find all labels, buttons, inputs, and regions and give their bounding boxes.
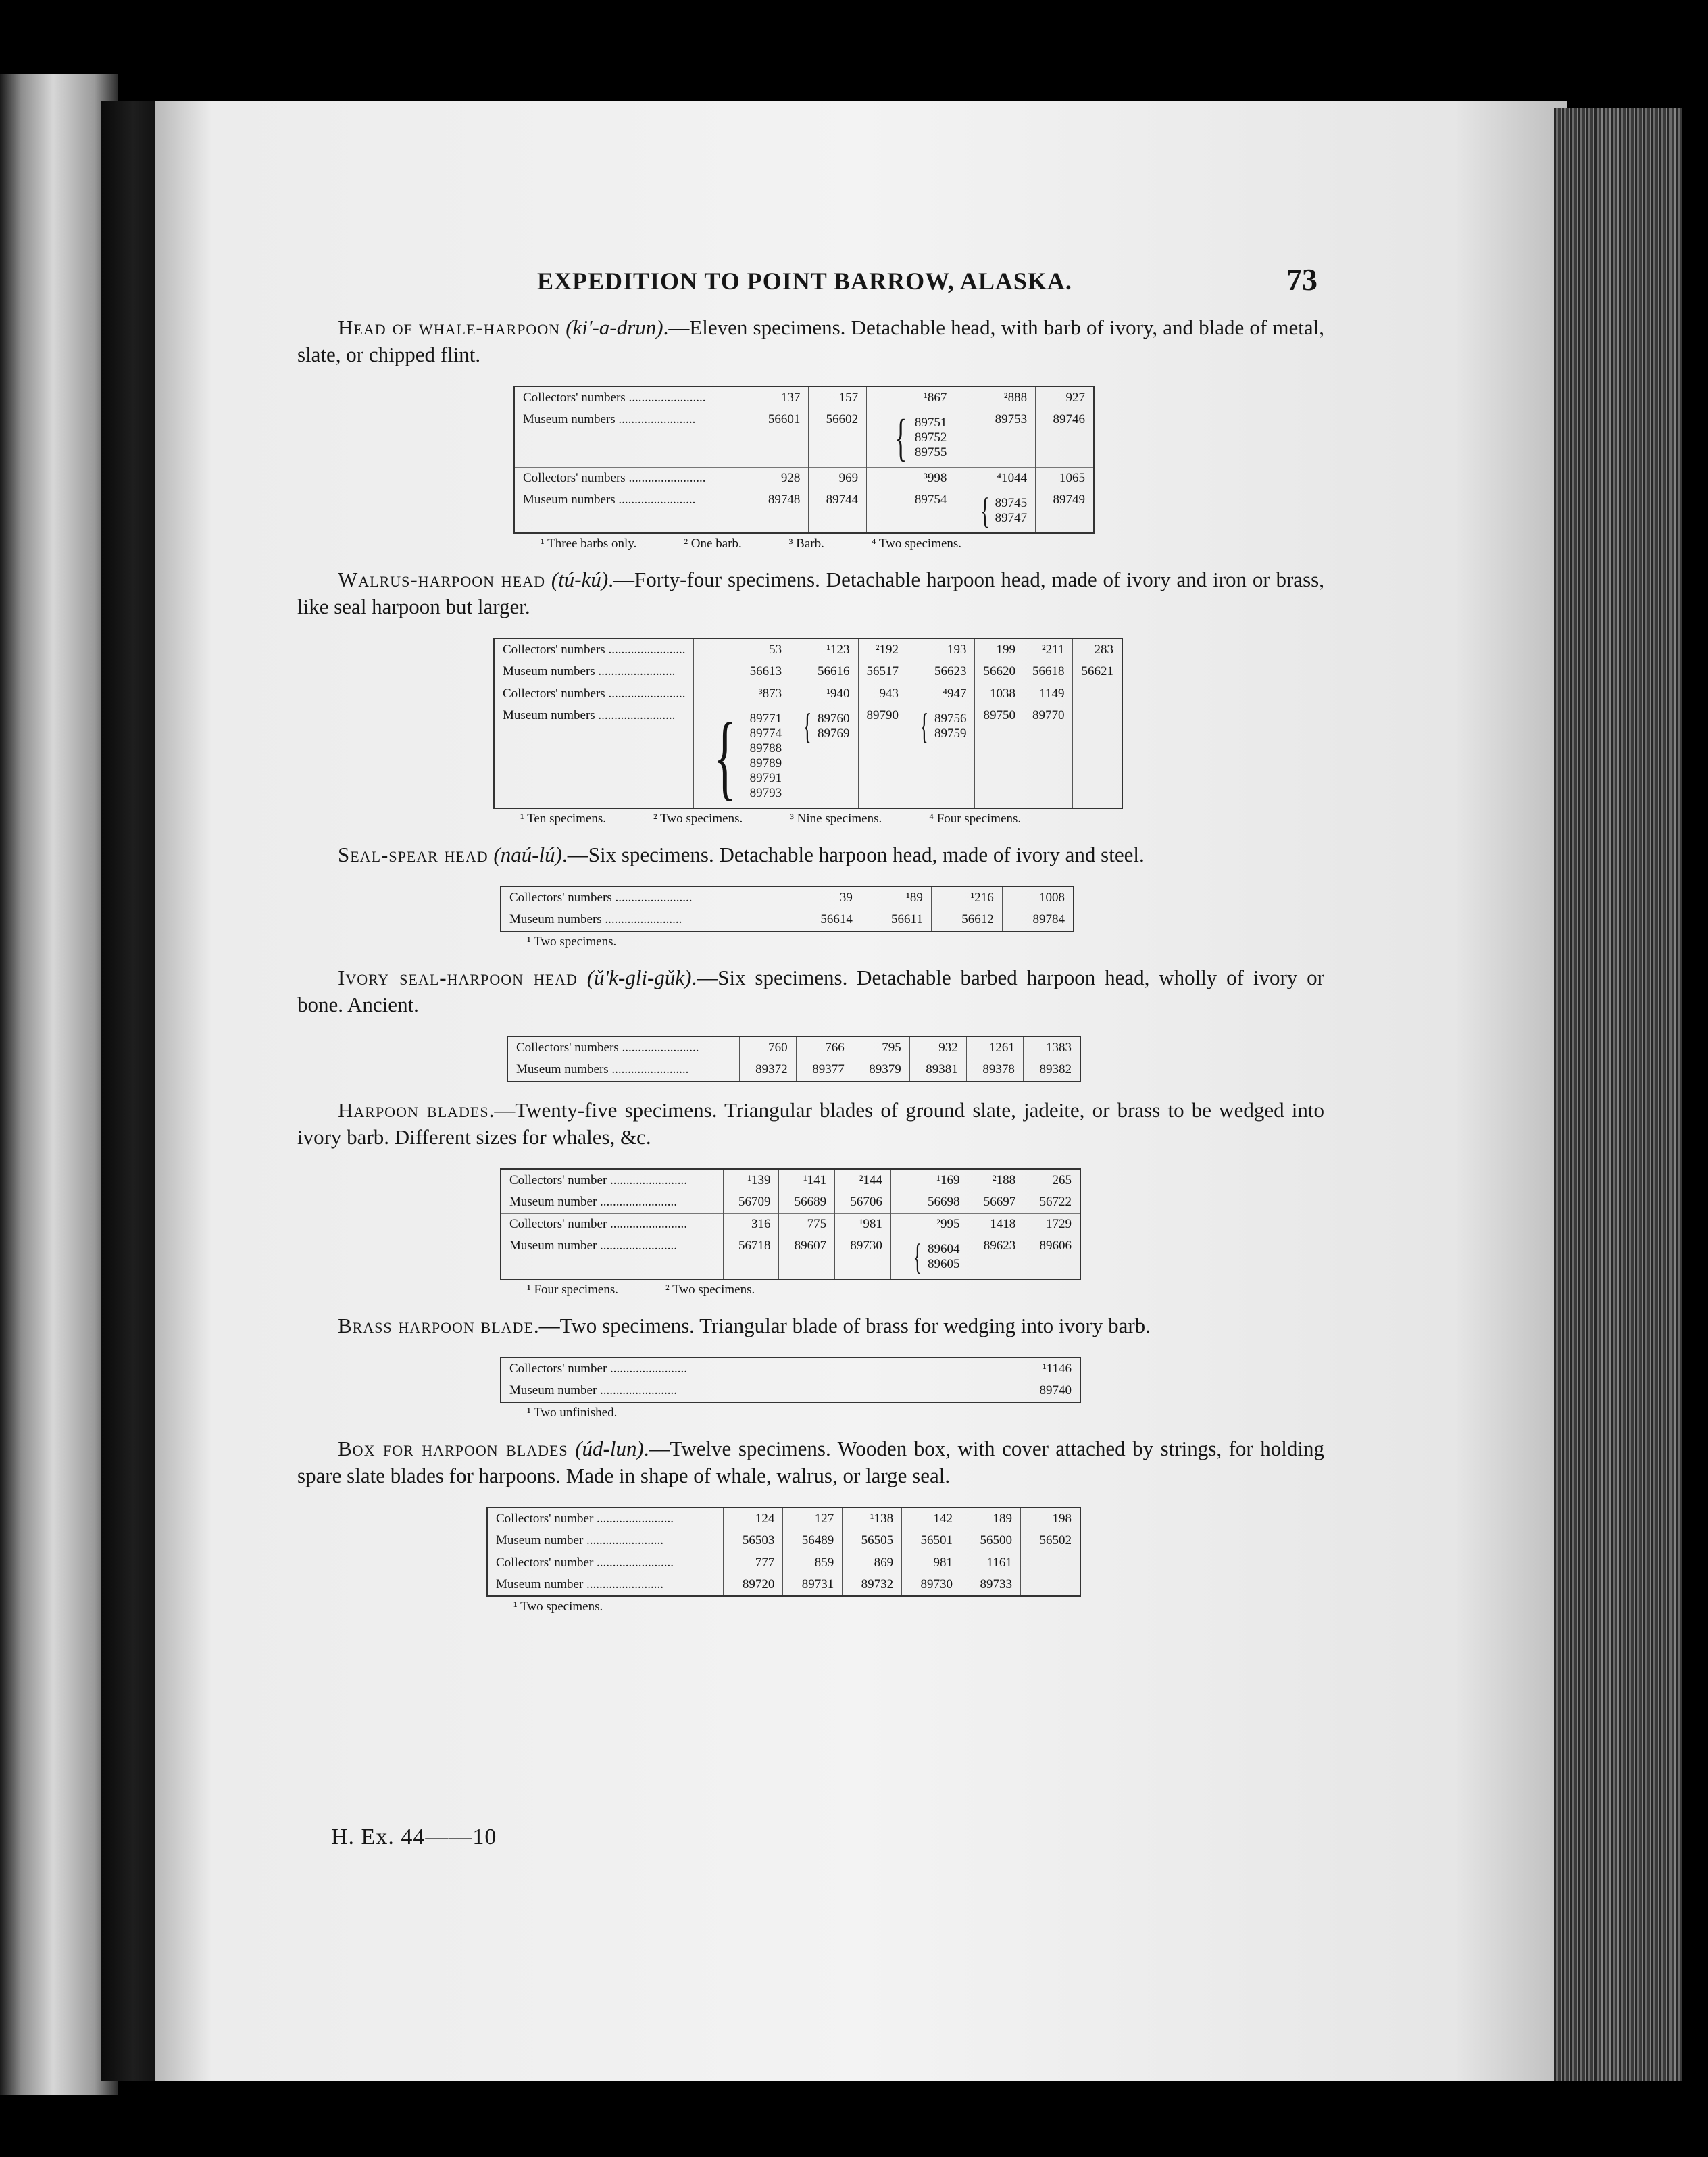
collectors-number-cell xyxy=(1020,1552,1080,1575)
collectors-number-cell: 189 xyxy=(961,1508,1021,1530)
table-footnotes xyxy=(527,935,1324,949)
museum-number: 89769 xyxy=(818,726,850,741)
museum-number-cell xyxy=(790,705,858,808)
museum-number-cell: 89754 xyxy=(867,489,955,533)
collectors-row xyxy=(494,639,1122,661)
stacked-museum-numbers xyxy=(995,496,1028,526)
collectors-number-cell: ²995 xyxy=(890,1214,968,1236)
collectors-label: Collectors' numbers ........................ xyxy=(509,891,693,905)
museum-number: 89759 xyxy=(934,726,967,741)
entry-heading: Brass harpoon blade xyxy=(338,1314,534,1337)
museum-number: 89752 xyxy=(914,430,947,445)
stacked-museum-numbers xyxy=(750,712,782,801)
collectors-number-cell: 157 xyxy=(809,387,867,409)
brace-mark: { xyxy=(980,491,990,531)
museum-number-cell: 56517 xyxy=(858,661,907,683)
collectors-number-cell: 766 xyxy=(796,1037,853,1059)
braced-group xyxy=(702,703,782,810)
collectors-number-cell: ¹89 xyxy=(861,887,931,909)
collectors-number-cell: 775 xyxy=(779,1214,835,1236)
footnote: ¹ Two specimens. xyxy=(513,1600,603,1614)
entry-description: .—Forty-four specimens. Detachable harpoon head, made of ivory and iron or brass, like seal harpoon but larger. xyxy=(297,568,1325,618)
museum-number-cell: 89732 xyxy=(843,1574,902,1596)
museum-number-cell: 89377 xyxy=(796,1059,853,1081)
collectors-label: Collectors' numbers ........................ xyxy=(516,1041,699,1055)
collectors-number-cell: 1161 xyxy=(961,1552,1021,1575)
collectors-number-cell: ²144 xyxy=(835,1169,891,1191)
museum-number-cell xyxy=(694,705,790,808)
specimen-table xyxy=(486,1507,1081,1597)
museum-label: Museum numbers ........................ xyxy=(523,493,696,507)
footnote: ⁴ Four specimens. xyxy=(929,812,1022,826)
native-term: (úd-lun) xyxy=(575,1437,644,1460)
museum-number: 89791 xyxy=(749,771,782,785)
museum-number-cell: 56620 xyxy=(975,661,1024,683)
museum-number-cell xyxy=(1020,1574,1080,1596)
museum-row xyxy=(501,1380,1080,1402)
footnote: ³ Barb. xyxy=(788,537,824,551)
collectors-number-cell: ¹138 xyxy=(843,1508,902,1530)
museum-number-cell: 56503 xyxy=(724,1530,783,1552)
footnote: ² One barb. xyxy=(684,537,742,551)
entry-paragraph xyxy=(297,964,1324,1018)
museum-label: Museum numbers ........................ xyxy=(503,708,676,722)
braced-group xyxy=(799,708,849,745)
museum-row xyxy=(501,1191,1080,1214)
museum-number-cell: 89744 xyxy=(809,489,867,533)
entry-heading: Harpoon blades xyxy=(338,1098,489,1122)
brace-mark: { xyxy=(895,410,907,466)
signature-footer: H. Ex. 44——10 xyxy=(331,1825,497,1850)
native-term: (ki'-a-drun) xyxy=(566,316,663,339)
museum-number: 89793 xyxy=(749,786,782,800)
museum-row xyxy=(501,909,1074,931)
museum-number-cell: 89753 xyxy=(955,409,1036,468)
collectors-label: Collectors' number ........................ xyxy=(501,1214,723,1236)
collectors-number-cell: ¹867 xyxy=(867,387,955,409)
museum-number-cell: 56722 xyxy=(1024,1191,1080,1214)
native-term: (ǔ'k-gli-gǔk) xyxy=(586,966,692,989)
museum-label: Museum numbers ........................ xyxy=(516,1062,689,1076)
museum-number-cell: 56718 xyxy=(723,1235,779,1279)
museum-number-cell: 89748 xyxy=(751,489,809,533)
entry-description: .—Two specimens. Triangular blade of brass for wedging into ivory barb. xyxy=(533,1314,1151,1337)
collectors-number-cell: 760 xyxy=(739,1037,796,1059)
museum-row xyxy=(507,1059,1080,1081)
museum-number-cell: 89750 xyxy=(975,705,1024,808)
collectors-number-cell: 1008 xyxy=(1002,887,1074,909)
facing-page-edge xyxy=(0,74,118,2095)
footnote: ¹ Two specimens. xyxy=(527,935,617,949)
collectors-number-cell: ⁴1044 xyxy=(955,468,1036,490)
museum-number-cell: 89382 xyxy=(1023,1059,1080,1081)
brace-mark: { xyxy=(713,703,737,810)
collectors-number-cell: 137 xyxy=(751,387,809,409)
table-footnotes xyxy=(520,812,1324,826)
collectors-number-cell: 1418 xyxy=(968,1214,1024,1236)
collectors-label: Collectors' numbers ........................ xyxy=(494,683,694,705)
collectors-label: Collectors' number ........................ xyxy=(509,1173,688,1187)
museum-number-cell: 89381 xyxy=(909,1059,966,1081)
collectors-number-cell: 795 xyxy=(853,1037,909,1059)
collectors-number-cell: ²888 xyxy=(955,387,1036,409)
collectors-row xyxy=(514,387,1094,409)
footnote: ¹ Three barbs only. xyxy=(541,537,637,551)
collectors-number-cell: 127 xyxy=(783,1508,843,1530)
collectors-number-cell: ²188 xyxy=(968,1169,1024,1191)
museum-number: 89605 xyxy=(927,1257,960,1271)
museum-label: Museum numbers ........................ xyxy=(523,412,696,426)
collectors-number-cell: 198 xyxy=(1020,1508,1080,1530)
museum-number-cell: 56623 xyxy=(907,661,975,683)
museum-number-cell: 56613 xyxy=(694,661,790,683)
museum-number-cell: 56489 xyxy=(783,1530,843,1552)
museum-number-cell: 56500 xyxy=(961,1530,1021,1552)
collectors-number-cell: 1065 xyxy=(1036,468,1094,490)
museum-number: 89745 xyxy=(995,496,1028,510)
collectors-row xyxy=(507,1037,1080,1059)
collectors-number-cell: ¹141 xyxy=(779,1169,835,1191)
table-footnotes xyxy=(541,537,1324,551)
brace-mark: { xyxy=(913,1237,922,1277)
specimen-table xyxy=(493,638,1123,809)
museum-label: Museum number ........................ xyxy=(496,1577,664,1591)
collectors-number-cell: 981 xyxy=(902,1552,961,1575)
museum-label: Museum number ........................ xyxy=(509,1239,678,1253)
entry-heading: Box for harpoon blades xyxy=(338,1437,568,1460)
entry-description: .—Six specimens. Detachable harpoon head, made of ivory and steel. xyxy=(562,843,1145,866)
collectors-number-cell: ³873 xyxy=(694,683,790,705)
museum-label: Museum numbers ........................ xyxy=(509,912,682,926)
entry-paragraph xyxy=(297,1312,1324,1339)
entries xyxy=(297,314,1324,1614)
museum-number-cell: 56611 xyxy=(861,909,931,931)
museum-number-cell: 56602 xyxy=(809,409,867,468)
museum-number-cell: 56697 xyxy=(968,1191,1024,1214)
museum-number-cell: 89731 xyxy=(783,1574,843,1596)
footnote: ⁴ Two specimens. xyxy=(871,537,962,551)
museum-number-cell: 89720 xyxy=(724,1574,783,1596)
museum-label: Museum number ........................ xyxy=(496,1533,664,1547)
footnote: ² Two specimens. xyxy=(653,812,743,826)
page-number: 73 xyxy=(1286,262,1317,297)
collectors-number-cell: 124 xyxy=(724,1508,783,1530)
museum-row xyxy=(494,705,1122,808)
museum-number-cell: 56612 xyxy=(931,909,1002,931)
footnote: ¹ Four specimens. xyxy=(527,1283,618,1297)
museum-number: 89774 xyxy=(749,726,782,741)
table-footnotes xyxy=(527,1406,1324,1420)
page-stack-edge xyxy=(1554,108,1682,2081)
braced-group xyxy=(899,1239,960,1275)
collectors-number-cell: ⁴947 xyxy=(907,683,975,705)
museum-number-cell: 56689 xyxy=(779,1191,835,1214)
museum-number-cell: 56698 xyxy=(890,1191,968,1214)
collectors-number-cell xyxy=(1073,683,1122,705)
braced-group xyxy=(963,493,1027,529)
collectors-number-cell: 283 xyxy=(1073,639,1122,661)
entry-paragraph xyxy=(297,841,1324,868)
museum-number-cell: 56501 xyxy=(902,1530,961,1552)
collectors-number-cell: ¹123 xyxy=(790,639,858,661)
museum-number-cell: 89730 xyxy=(835,1235,891,1279)
specimen-table xyxy=(507,1036,1081,1082)
stacked-museum-numbers xyxy=(818,712,850,741)
collectors-number-cell: 193 xyxy=(907,639,975,661)
stacked-museum-numbers xyxy=(934,712,967,741)
collectors-number-cell: 932 xyxy=(909,1037,966,1059)
museum-number-cell: 89740 xyxy=(963,1380,1080,1402)
museum-number-cell: 56502 xyxy=(1020,1530,1080,1552)
museum-number-cell: 89733 xyxy=(961,1574,1021,1596)
museum-number-cell xyxy=(955,489,1036,533)
museum-number-cell: 56618 xyxy=(1024,661,1073,683)
specimen-table xyxy=(500,1168,1081,1280)
stacked-museum-numbers xyxy=(928,1242,960,1272)
collectors-number-cell: 142 xyxy=(902,1508,961,1530)
collectors-number-cell: ¹169 xyxy=(890,1169,968,1191)
collectors-number-cell: 943 xyxy=(858,683,907,705)
collectors-number-cell: 777 xyxy=(724,1552,783,1575)
entry-heading: Ivory seal-harpoon head xyxy=(338,966,578,989)
museum-number-cell: 89607 xyxy=(779,1235,835,1279)
collectors-row xyxy=(501,887,1074,909)
museum-row xyxy=(494,661,1122,683)
collectors-number-cell: ¹139 xyxy=(723,1169,779,1191)
collectors-row xyxy=(501,1169,1080,1191)
museum-number-cell: 56709 xyxy=(723,1191,779,1214)
museum-row xyxy=(514,409,1094,468)
collectors-number-cell: 1038 xyxy=(975,683,1024,705)
entry-heading: Seal-spear head xyxy=(338,843,488,866)
museum-row xyxy=(514,489,1094,533)
museum-row xyxy=(501,1235,1080,1279)
collectors-number-cell: ²192 xyxy=(858,639,907,661)
museum-number: 89747 xyxy=(995,511,1028,525)
native-term: (tú-kú) xyxy=(551,568,609,591)
collectors-number-cell: ¹940 xyxy=(790,683,858,705)
brace-mark: { xyxy=(803,706,812,747)
collectors-number-cell: 1729 xyxy=(1024,1214,1080,1236)
collectors-number-cell: 1261 xyxy=(966,1037,1023,1059)
entry-description: .—Eleven specimens. Detachable head, with barb of ivory, and blade of metal, slate, or chipped flint. xyxy=(297,316,1325,366)
museum-number-cell xyxy=(1073,705,1122,808)
collectors-row xyxy=(494,683,1122,705)
museum-label: Museum numbers ........................ xyxy=(503,664,676,678)
museum-number: 89604 xyxy=(927,1242,960,1256)
entry-heading: Head of whale-harpoon xyxy=(338,316,561,339)
specimen-table xyxy=(513,386,1095,534)
collectors-number-cell: 859 xyxy=(783,1552,843,1575)
collectors-label: Collectors' number ........................ xyxy=(487,1552,724,1575)
collectors-label: Collectors' numbers ........................ xyxy=(514,468,751,490)
footnote: ¹ Two unfinished. xyxy=(527,1406,618,1420)
museum-number-cell: 56505 xyxy=(843,1530,902,1552)
museum-number: 89771 xyxy=(749,712,782,726)
table-footnotes xyxy=(527,1283,1324,1297)
museum-number-cell: 56601 xyxy=(751,409,809,468)
museum-number-cell: 89623 xyxy=(968,1235,1024,1279)
museum-number-cell xyxy=(867,409,955,468)
braced-group xyxy=(915,708,966,745)
collectors-number-cell: 316 xyxy=(723,1214,779,1236)
footnote: ² Two specimens. xyxy=(665,1283,755,1297)
running-head-title: EXPEDITION TO POINT BARROW, ALASKA. xyxy=(537,268,1072,295)
collectors-label: Collectors' number ........................ xyxy=(496,1512,674,1526)
entry-heading: Walrus-harpoon head xyxy=(338,568,546,591)
entry-paragraph xyxy=(297,1435,1324,1489)
museum-number-cell: 56706 xyxy=(835,1191,891,1214)
specimen-table xyxy=(500,886,1074,932)
collectors-number-cell: 1383 xyxy=(1023,1037,1080,1059)
museum-number-cell: 56621 xyxy=(1073,661,1122,683)
collectors-label: Collectors' numbers ........................ xyxy=(523,391,706,405)
collectors-number-cell: 39 xyxy=(790,887,861,909)
museum-number-cell xyxy=(890,1235,968,1279)
collectors-number-cell: ¹981 xyxy=(835,1214,891,1236)
museum-number-cell: 89730 xyxy=(902,1574,961,1596)
museum-number: 89751 xyxy=(914,416,947,430)
table-footnotes xyxy=(513,1600,1324,1614)
collectors-number-cell: ¹1146 xyxy=(963,1358,1080,1380)
collectors-number-cell: 927 xyxy=(1036,387,1094,409)
museum-number: 89760 xyxy=(818,712,850,726)
museum-label: Museum number ........................ xyxy=(509,1195,678,1209)
collectors-number-cell: 199 xyxy=(975,639,1024,661)
museum-number-cell: 56616 xyxy=(790,661,858,683)
running-head xyxy=(297,260,1324,307)
museum-number-cell: 89790 xyxy=(858,705,907,808)
entry-paragraph xyxy=(297,566,1324,620)
footnote: ¹ Ten specimens. xyxy=(520,812,606,826)
entry-paragraph xyxy=(297,314,1324,368)
collectors-number-cell: 53 xyxy=(694,639,790,661)
entry-description: .—Twelve specimens. Wooden box, with cover attached by strings, for holding spare slate blades for harpoons. Made in shape of whale, walrus, or large seal. xyxy=(297,1437,1324,1487)
entry-paragraph xyxy=(297,1097,1324,1151)
museum-number-cell: 89749 xyxy=(1036,489,1094,533)
braced-group xyxy=(875,412,947,464)
museum-number-cell: 89746 xyxy=(1036,409,1094,468)
footnote: ³ Nine specimens. xyxy=(790,812,882,826)
museum-label: Museum number ........................ xyxy=(509,1383,678,1397)
brace-mark: { xyxy=(920,706,929,747)
museum-number: 89756 xyxy=(934,712,967,726)
collectors-number-cell: ¹216 xyxy=(931,887,1002,909)
museum-number: 89788 xyxy=(749,741,782,755)
museum-number-cell: 56614 xyxy=(790,909,861,931)
collectors-number-cell: 265 xyxy=(1024,1169,1080,1191)
entry-description: .—Six specimens. Detachable barbed harpoon head, wholly of ivory or bone. Ancient. xyxy=(297,966,1324,1016)
collectors-number-cell: ²211 xyxy=(1024,639,1073,661)
stacked-museum-numbers xyxy=(915,416,947,460)
museum-number-cell: 89606 xyxy=(1024,1235,1080,1279)
entry-description: .—Twenty-five specimens. Triangular blades of ground slate, jadeite, or brass to be wedged into ivory barb. Different sizes for whales, &c. xyxy=(297,1098,1324,1149)
collectors-row xyxy=(501,1358,1080,1380)
page-content xyxy=(297,260,1324,1629)
collectors-number-cell: ³998 xyxy=(867,468,955,490)
collectors-row xyxy=(487,1508,1080,1530)
museum-number-cell: 89784 xyxy=(1002,909,1074,931)
collectors-row xyxy=(501,1214,1080,1236)
collectors-number-cell: 969 xyxy=(809,468,867,490)
museum-number-cell: 89770 xyxy=(1024,705,1073,808)
museum-row xyxy=(487,1574,1080,1596)
native-term: (naú-lú) xyxy=(493,843,562,866)
museum-number: 89789 xyxy=(749,756,782,770)
museum-number: 89755 xyxy=(914,445,947,460)
museum-number-cell xyxy=(907,705,975,808)
collectors-row xyxy=(514,468,1094,490)
collectors-number-cell: 928 xyxy=(751,468,809,490)
collectors-label: Collectors' numbers ........................ xyxy=(503,643,686,657)
museum-number-cell: 89378 xyxy=(966,1059,1023,1081)
museum-number-cell: 89379 xyxy=(853,1059,909,1081)
collectors-number-cell: 1149 xyxy=(1024,683,1073,705)
collectors-number-cell: 869 xyxy=(843,1552,902,1575)
museum-number-cell: 89372 xyxy=(739,1059,796,1081)
collectors-row xyxy=(487,1552,1080,1575)
collectors-label: Collectors' number ........................ xyxy=(509,1362,688,1376)
museum-row xyxy=(487,1530,1080,1552)
specimen-table xyxy=(500,1357,1081,1403)
